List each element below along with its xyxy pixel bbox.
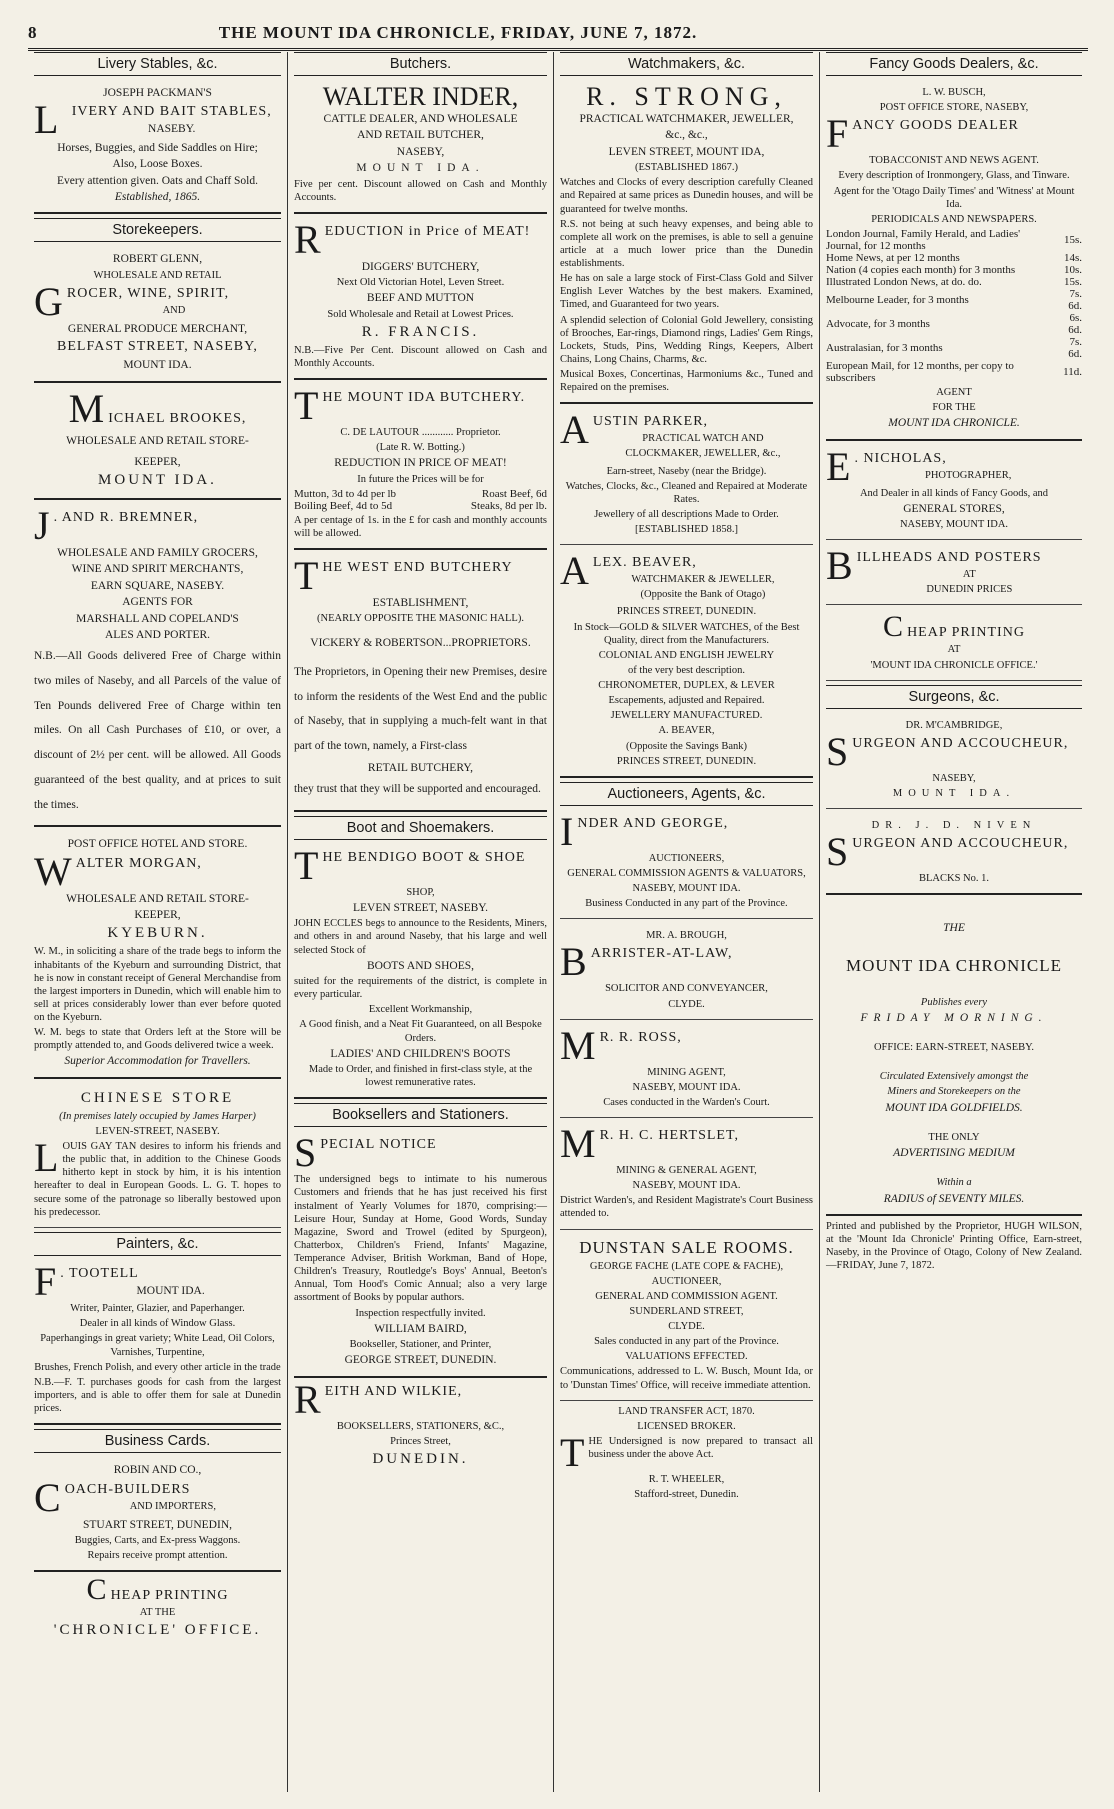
ad-morgan: POST OFFICE HOTEL AND STORE. WALTER MORGAN, WHOLESALE AND RETAIL STORE- KEEPER, KYEBURN. W. M., in soliciting a share of the trade begs to inform the inhabitants of the Kyeburn and surrounding District, that he is now in constant receipt of General Merchandise from the largest importers in Dunedin, which will enable him to sell at prices considerably lower than ever before quoted on the Kyeburn. W. M. begs to state that Orders left at the Store will be promptly attended to, and Goods delivered twice a week. Superior Accommodation for Travellers. <box>34 831 281 1079</box>
ad-glenn: ROBERT GLENN, WHOLESALE AND RETAIL GROCER, WINE, SPIRIT, AND GENERAL PRODUCE MERCHANT, BELFAST STREET, NASEBY, MOUNT IDA. <box>34 246 281 382</box>
price-row <box>826 336 1082 360</box>
price-row <box>826 264 1082 276</box>
ad-nicholas: E . NICHOLAS, PHOTOGRAPHER, And Dealer in all kinds of Fancy Goods, and GENERAL STORES, NASEBY, MOUNT IDA. <box>826 445 1082 541</box>
periodical-price: 11d. <box>1063 365 1082 378</box>
section-header-business-cards: Business Cards. <box>34 1429 281 1453</box>
ad-cheap-printing: CHEAP PRINTING AT THE 'CHRONICLE' OFFICE. <box>53 1573 262 1639</box>
ad-parker: AUSTIN PARKER, PRACTICAL WATCH AND CLOCKMAKER, JEWELLER, &c., Earn-street, Naseby (near the Bridge). Watches, Clocks, &c., Cleaned and Repaired at Moderate Rates. Jewellery of all descriptions Made to Order. [ESTABLISHED 1858.] <box>560 408 813 545</box>
ad-diggers-butchery: REDUCTION in Price of MEAT! DIGGERS' BUTCHERY, Next Old Victorian Hotel, Leven Street. BEEF AND MUTTON Sold Wholesale and Retail at Lowest Prices. R. FRANCIS. N.B.—Five Per Cent. Discount allowed on Cash and Monthly Accounts. <box>294 218 547 380</box>
ad-busch: L. W. BUSCH, POST OFFICE STORE, NASEBY, FANCY GOODS DEALER TOBACCONIST AND NEWS AGENT. Every description of Ironmongery, Glass, and Tinware. Agent for the 'Otago Daily Times' and 'Witness' at Mount Ida. PERIODICALS AND NEWSPAPERS. London Journal, Family Herald, and Ladies' Journal, for 12 months 15s. Home News, at per 12 months 14s. Nation (4 copies each month) for 3 months 10s. Illustrated London News, at do. do. 15s. Melbourne Leader, for 3 months 7s. 6d. Advocate, for 3 months 6s. 6d. Australasian, for 3 months 7s. 6d. European Mail, for 12 months, per copy to subscribers 11d. AGENT FOR THE MOUNT IDA CHRONICLE. <box>826 80 1082 441</box>
ad-bremner: J . AND R. BREMNER, WHOLESALE AND FAMILY GROCERS, WINE AND SPIRIT MERCHANTS, EARN SQUARE, NASEBY. AGENTS FOR MARSHALL AND COPELAND'S ALES AND PORTER. N.B.—All Goods delivered Free of Charge within two miles of Naseby, and all Parcels of the value of Ten Pounds delivered Free of Charge within ten miles. On all Cash Purchases of £10, or over, a discount of 2½ per cent. will be allowed. All Goods guaranteed of the best quality, and at prices to suit the times. <box>34 504 281 827</box>
masthead-title: THE MOUNT IDA CHRONICLE, FRIDAY, JUNE 7, 1872. <box>218 23 698 42</box>
price-row <box>826 276 1082 288</box>
section-header-surgeons: Surgeons, &c. <box>826 685 1082 709</box>
ad-inder-george: INDER AND GEORGE, AUCTIONEERS, GENERAL COMMISSION AGENTS & VALUATORS, NASEBY, MOUNT IDA. Business Conducted in any part of the Province. <box>560 810 813 920</box>
column-2 <box>288 52 554 1792</box>
ad-mount-ida-butchery: THE MOUNT IDA BUTCHERY. C. DE LAUTOUR ............ Proprietor. (Late R. W. Botting.) REDUCTION IN PRICE OF MEAT! In future the Prices will be for Mutton, 3d to 4d per lb Roast Beef, 6d Boiling Beef, 4d to 5d Steaks, 8d per lb. A per centage of 1s. in the £ for cash and monthly accounts will be allowed. <box>294 384 547 550</box>
ad-bendigo: THE BENDIGO BOOT & SHOE SHOP, LEVEN STREET, NASEBY. JOHN ECCLES begs to announce to the Residents, Miners, and others in and around Naseby, that his large and well selected Stock of BOOTS AND SHOES, suited for the requirements of the district, is complete in every particular. Excellent Workmanship, A Good finish, and a Neat Fit Guaranteed, on all Bespoke Orders. LADIES' AND CHILDREN'S BOOTS Made to Order, and finished in first-class style, at the lowest remunerative rates. <box>294 844 547 1100</box>
ad-baird: SPECIAL NOTICE The undersigned begs to intimate to his numerous Customers and friends that he has just received his first instalment of Yearly Volumes for 1870, comprising:—Leisure Hour, Sunday at Home, Good Words, Sunday Magazine, Sword and Trowel (edited by Spurgeon), Chatterbox, Children's Friend, Infants' Magazine, Temperance Adviser, British Workman, Band of Hope, Children's Treasury, Routledge's Boys' Annual, Beeton's Annual, Tom Hood's Comic Annual; also a very large assortment of Books by popular authors. Inspection respectfully invited. WILLIAM BAIRD, Bookseller, Stationer, and Printer, GEORGE STREET, DUNEDIN. <box>294 1131 547 1377</box>
price-row <box>826 312 1082 336</box>
column-4 <box>820 52 1088 1792</box>
periodical-price: 7s. 6d. <box>1068 287 1082 312</box>
ad-brough: MR. A. BROUGH, BARRISTER-AT-LAW, SOLICITOR AND CONVEYANCER, CLYDE. <box>560 923 813 1019</box>
section-header-painters: Painters, &c. <box>34 1232 281 1256</box>
periodical-price: 14s. <box>1063 251 1082 264</box>
ad-hertslet: M R. H. C. HERTSLET, MINING & GENERAL AGENT, NASEBY, MOUNT IDA. District Warden's, and Resident Magistrate's Court Business attended to. <box>560 1122 813 1230</box>
periodical-name: Illustrated London News, at do. do. <box>826 275 982 288</box>
periodicals-price-list <box>826 228 1082 384</box>
section-header-storekeepers: Storekeepers. <box>34 218 281 242</box>
ad-beaver: ALEX. BEAVER, WATCHMAKER & JEWELLER, (Opposite the Bank of Otago) PRINCES STREET, DUNEDIN. In Stock—GOLD & SILVER WATCHES, of the Best Quality, direct from the Manufacturers. COLONIAL AND ENGLISH JEWELRY of the very best description. CHRONOMETER, DUPLEX, & LEVER Escapements, adjusted and Repaired. JEWELLERY MANUFACTURED. A. BEAVER, (Opposite the Savings Bank) PRINCES STREET, DUNEDIN. <box>560 549 813 778</box>
periodical-name: London Journal, Family Herald, and Ladies' Journal, for 12 months <box>826 227 1021 252</box>
ad-west-end-butchery: THE WEST END BUTCHERY ESTABLISHMENT, (NEARLY OPPOSITE THE MASONIC HALL). VICKERY & ROBERTSON...PROPRIETORS. The Proprietors, in Opening their new Premises, desire to inform the residents of the West End and the public of Naseby, that in supplying a much-felt want in that part of the town, namely, a First-class RETAIL BUTCHERY, they trust that they will be supported and encouraged. <box>294 554 547 812</box>
section-header-boot-and-shoemakers: Boot and Shoemakers. <box>294 816 547 840</box>
periodical-price: 15s. <box>1063 233 1082 246</box>
ad-dunstan-sale-rooms: DUNSTAN SALE ROOMS. GEORGE FACHE (LATE COPE & FACHE), AUCTIONEER, GENERAL AND COMMISSION AGENT. SUNDERLAND STREET, CLYDE. Sales conducted in any part of the Province. VALUATIONS EFFECTED. Communications, addressed to L. W. Busch, Mount Ida, or to 'Dunstan Times' Office, will receive immediate attention. <box>560 1234 813 1401</box>
ad-strong: R. STRONG, PRACTICAL WATCHMAKER, JEWELLER, &c., &c., LEVEN STREET, MOUNT IDA, (ESTABLISHED 1867.) Watches and Clocks of every description carefully Cleaned and Repaired at same prices as Dunedin houses, and will be guaranteed for twelve months. R.S. not being at such heavy expenses, and being able to complete all work on the premises, is able to sell a genuine article at a much lower price than the Dunedin establishments. He has on sale a large stock of First-Class Gold and Silver English Lever Watches by the best makers. Examined, Timed, and Guaranteed for two years. A splendid selection of Colonial Gold Jewellery, consisting of Brooches, Ear-rings, Diamond rings, Ladies' Gem Rings, Lockets, Studs, Pins, Wedding Rings, Keepers, Albert Chains, Long Chains, Charms, &c. Musical Boxes, Concertinas, Harmoniums &c., Tuned and Repaired on the premises. <box>560 80 813 404</box>
section-header-auctioneers: Auctioneers, Agents, &c. <box>560 782 813 806</box>
ad-niven: DR. J. D. NIVEN SURGEON AND ACCOUCHEUR, BLACKS No. 1. <box>826 813 1082 895</box>
ad-robin: ROBIN AND CO., COACH-BUILDERS AND IMPORTERS, STUART STREET, DUNEDIN, Buggies, Carts, and Ex-press Waggons. Repairs receive prompt attention. <box>34 1457 281 1572</box>
ad-packman: JOSEPH PACKMAN'S LIVERY AND BAIT STABLES, NASEBY. Horses, Buggies, and Side Saddles on Hire; Also, Loose Boxes. Every attention given. Oats and Chaff Sold. Established, 1865. <box>34 80 281 214</box>
price-row <box>826 360 1082 384</box>
column-1 <box>28 52 288 1792</box>
column-3 <box>554 52 820 1792</box>
ad-mccambridge: DR. M'CAMBRIDGE, SURGEON AND ACCOUCHEUR, NASEBY, MOUNT IDA. <box>826 713 1082 809</box>
imprint: Printed and published by the Proprietor, HUGH WILSON, at the 'Mount Ida Chronicle' Printing Office, Earn-street, Naseby, in the Province of Otago, Colony of New Zealand. —FRIDAY, June 7, 1872. <box>826 1220 1082 1272</box>
ad-tootell: F . TOOTELL MOUNT IDA. Writer, Painter, Glazier, and Paperhanger. Dealer in all kinds of Window Glass. Paperhangings in great variety; White Lead, Oil Colors, Varnishes, Turpentine, Brushes, French Polish, and every other article in the trade N.B.—F. T. purchases goods for cash from the largest importers, and is able to offer them for sale at Dunedin prices. <box>34 1260 281 1425</box>
columns <box>28 52 1088 1792</box>
periodical-name: Advocate, for 3 months <box>826 317 930 330</box>
masthead <box>28 18 1088 51</box>
price-row <box>826 228 1082 252</box>
page-number: 8 <box>28 23 38 42</box>
periodical-name: Melbourne Leader, for 3 months <box>826 293 969 306</box>
periodical-name: European Mail, for 12 months, per copy to subscribers <box>826 359 1014 384</box>
ad-chinese-store: CHINESE STORE (In premises lately occupied by James Harper) LEVEN-STREET, NASEBY. LOUIS GAY TAN desires to inform his friends and the public that, in addition to the Chinese Goods hitherto kept in stock by him, it is his intention hereafter to deal in European Goods. L. G. T. hopes to secure some of the patronage so liberally bestowed upon his predecessor. <box>34 1083 281 1228</box>
section-header-watchmakers: Watchmakers, &c. <box>560 52 813 76</box>
ad-billheads: BILLHEADS AND POSTERS AT DUNEDIN PRICES <box>826 544 1082 605</box>
section-header-livery: Livery Stables, &c. <box>34 52 281 76</box>
periodical-name: Home News, at per 12 months <box>826 251 960 264</box>
ad-brookes: MICHAEL BROOKES, WHOLESALE AND RETAIL STORE- KEEPER, MOUNT IDA. <box>34 387 281 501</box>
section-header-butchers: Butchers. <box>294 52 547 76</box>
ad-mount-ida-chronicle: THE MOUNT IDA CHRONICLE Publishes every FRIDAY MORNING. OFFICE: EARN-STREET, NASEBY. Circulated Extensively amongst the Miners and Storekeepers on the MOUNT IDA GOLDFIELDS. THE ONLY ADVERTISING MEDIUM Within a RADIUS of SEVENTY MILES. <box>826 899 1082 1216</box>
periodical-price: 15s. <box>1063 275 1082 288</box>
periodical-price: 6s. 6d. <box>1068 311 1082 336</box>
ad-cheap-printing-chronicle: CHEAP PRINTING AT 'MOUNT IDA CHRONICLE OFFICE.' <box>826 609 1082 680</box>
section-header-fancy-goods: Fancy Goods Dealers, &c. <box>826 52 1082 76</box>
periodical-name: Nation (4 copies each month) for 3 months <box>826 263 1016 276</box>
ad-reith-wilkie: REITH AND WILKIE, BOOKSELLERS, STATIONERS, &C., Princes Street, DUNEDIN. <box>294 1376 505 1467</box>
ad-ross: M R. R. ROSS, MINING AGENT, NASEBY, MOUNT IDA. Cases conducted in the Warden's Court. <box>560 1024 813 1118</box>
price-row <box>826 252 1082 264</box>
periodical-price: 10s. <box>1063 263 1082 276</box>
ad-wheeler: LAND TRANSFER ACT, 1870. LICENSED BROKER. THE Undersigned is now prepared to transact all business under the above Act. R. T. WHEELER, Stafford-street, Dunedin. <box>560 1405 813 1500</box>
ad-inder: WALTER INDER, CATTLE DEALER, AND WHOLESALE AND RETAIL BUTCHER, NASEBY, MOUNT IDA. Five per cent. Discount allowed on Cash and Monthly Accounts. <box>294 80 547 214</box>
periodical-price: 7s. 6d. <box>1068 335 1082 360</box>
price-row <box>826 288 1082 312</box>
section-header-booksellers: Booksellers and Stationers. <box>294 1103 547 1127</box>
periodical-name: Australasian, for 3 months <box>826 341 943 354</box>
